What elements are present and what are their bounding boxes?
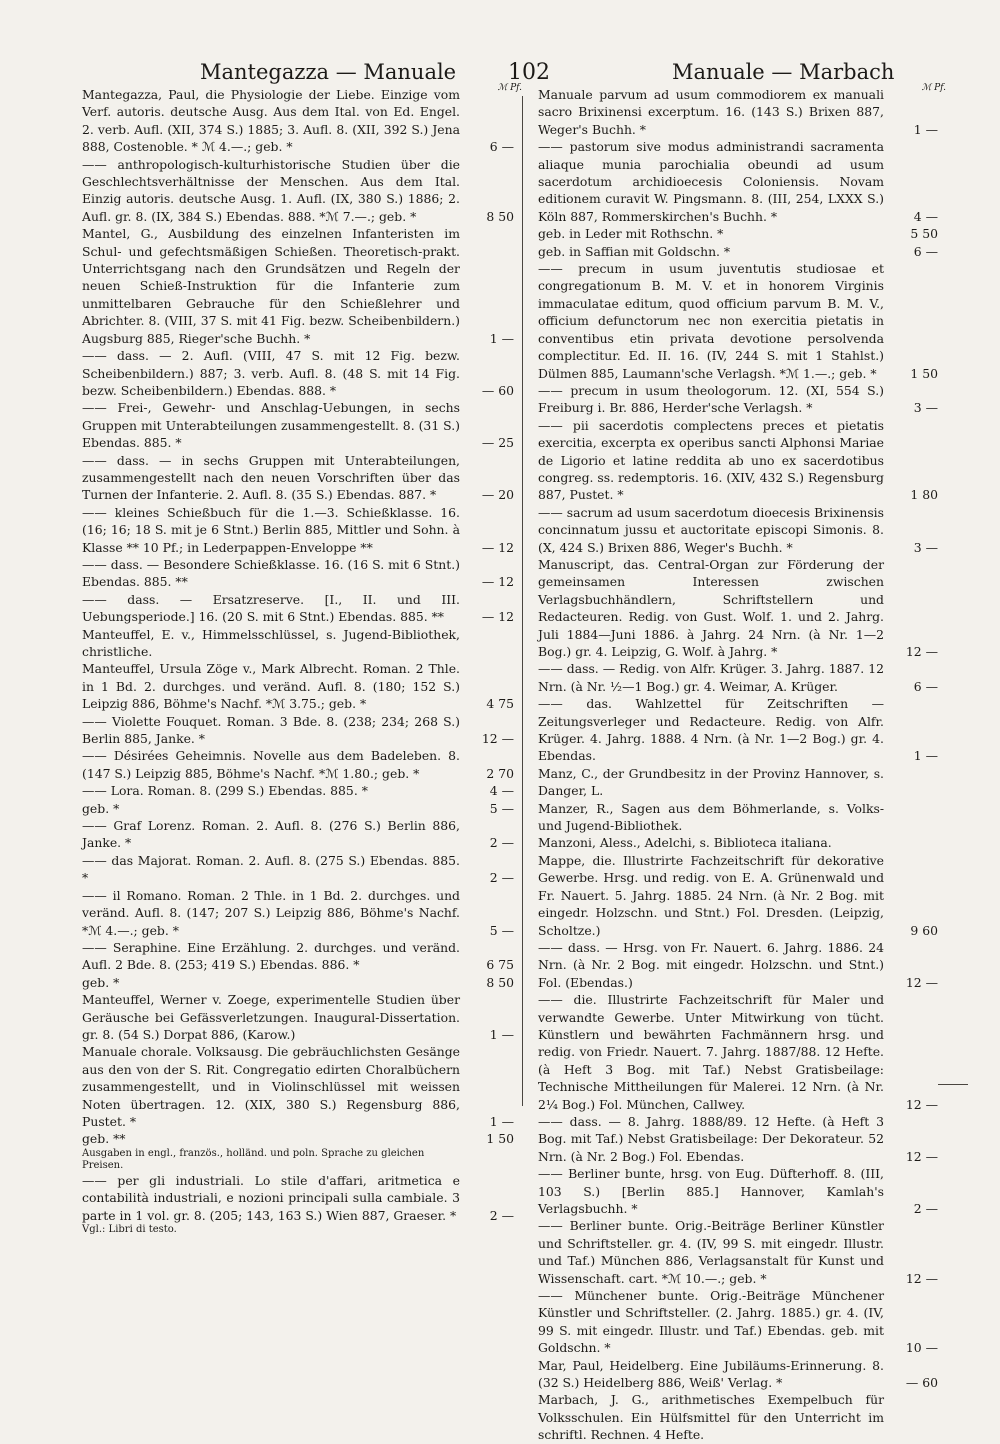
entry-text: geb. ** — [82, 1131, 126, 1147]
entry-price: 2 70 — [486, 765, 514, 781]
catalog-entry — [538, 382, 938, 417]
entry-price: — 12 — [481, 609, 514, 625]
entry-price: 1 50 — [910, 365, 938, 381]
catalog-entry — [538, 225, 938, 242]
entry-text: Manteuffel, Werner v. Zoege, experimentelle Studien über Geräusche bei Gefässverletzungen. Inaugural-Dissertation. gr. 8. (54 S.) Dorpat 886, (Karow.) — [82, 992, 460, 1042]
right-entries — [538, 86, 938, 1444]
right-column — [538, 83, 946, 1444]
entry-text: Manzoni, Aless., Adelchi, s. Biblioteca italiana. — [538, 835, 832, 851]
entry-price: 6 — — [913, 243, 938, 259]
entry-price: 8 50 — [486, 974, 514, 990]
entry-price: 4 — — [489, 783, 514, 799]
entry-price: 1 — — [489, 1113, 514, 1129]
catalog-entry — [538, 991, 938, 1113]
entry-text: Mantel, G., Ausbildung des einzelnen Infanteristen im Schul- und gefechtsmäßigen Schießen. Theoretisch-prakt. Unterrichtsgang nach den Grundsätzen und Regeln der neuen Schieß-Instruktion für die Infanterie zum unmittelbaren Gebrauche für den Schießlehrer und Abrichter. 8. (VIII, 37 S. mit 41 Fig. bezw. Scheibenbildern.) Augsburg 885, Rieger'sche Buchh. * — [82, 226, 460, 346]
catalog-entry — [82, 1172, 514, 1224]
entry-text: —— precum in usum theologorum. 12. (XI, 554 S.) Freiburg i. Br. 886, Herder'sche Verlagsh. * — [538, 382, 884, 416]
catalog-entry — [538, 852, 938, 939]
entry-price: — 12 — [481, 574, 514, 590]
catalog-entry — [82, 504, 514, 556]
catalog-entry — [538, 660, 938, 695]
entry-text: Manzer, R., Sagen aus dem Böhmerlande, s. Volks- und Jugend-Bibliothek. — [538, 800, 884, 834]
entry-text: —— dass. — Hrsg. von Fr. Nauert. 6. Jahrg. 1886. 24 Nrn. (à Nr. 2 Bog. mit eingedr. Holzschn. und Stnt.) Fol. (Ebendas.) — [538, 939, 884, 990]
catalog-entry — [538, 1391, 938, 1443]
entry-text: —— pastorum sive modus administrandi sacramenta aliaque munia parochialia obeundi ad usum sacerdotum archidioecesis Coloniensis. Novam editionem curavit W. Pingsmann. 8. (III, 254, LXXX S.) Köln 887, Rommerskirchen's Buchh. * — [538, 139, 884, 224]
entry-text: —— Seraphine. Eine Erzählung. 2. durchges. und veränd. Aufl. 2 Bde. 8. (253; 419 S.) Ebendas. 886. * — [82, 939, 460, 973]
catalog-entry — [538, 939, 938, 991]
entry-text: —— Désirées Geheimnis. Novelle aus dem Badeleben. 8. (147 S.) Leipzig 885, Böhme's Nachf. *ℳ 1.80.; geb. * — [82, 748, 460, 781]
entry-text: Manz, C., der Grundbesitz in der Provinz Hannover, s. Danger, L. — [538, 765, 884, 799]
catalog-entry — [538, 1357, 938, 1392]
entry-price: 2 — — [489, 870, 514, 886]
entry-text: Manuscript, das. Central-Organ zur Förderung der gemeinsamen Interessen zwischen Verlagsbuchhändlern, Schriftstellern und Redacteuren. Redig. von Gust. Wolf. 1. und 2. Jahrg. Juli 1884—Juni 1886. à Jahrg. 24 Nrn. (à Nr. 1—2 Bog.) gr. 4. Leipzig, G. Wolf. à Jahrg. * — [538, 556, 884, 659]
running-head-right: Manuale — Marbach — [672, 60, 895, 84]
entry-price: 1 80 — [910, 487, 938, 503]
entry-price: 12 — — [905, 1270, 938, 1286]
catalog-entry — [82, 86, 514, 156]
entry-price: 10 — — [905, 1340, 938, 1356]
entry-price: 6 — — [489, 139, 514, 155]
catalog-entry — [538, 800, 938, 835]
entry-price: 6 75 — [486, 957, 514, 973]
catalog-entry — [538, 260, 938, 382]
entry-text: Mantegazza, Paul, die Physiologie der Liebe. Einzige vom Verf. autoris. deutsche Ausg. Aus dem Ital. von Ed. Engel. 2. verb. Aufl. (XII, 374 S.) 1885; 3. Aufl. 8. (XII, 392 S.) Jena 888, Costenoble. * ℳ 4.—.; geb. * — [82, 87, 460, 155]
entry-text: —— dass. — Ersatzreserve. [I., II. und III. Uebungsperiode.] 16. (20 S. mit 6 Stnt.) Ebendas. 885. ** — [82, 591, 460, 625]
catalog-entry — [538, 504, 938, 556]
catalog-entry — [82, 1043, 514, 1130]
catalog-entry — [82, 782, 514, 799]
catalog-entry — [82, 852, 514, 887]
entry-price: 12 — — [481, 731, 514, 747]
entry-text: —— das. Wahlzettel für Zeitschriften — Zeitungsverleger und Redacteure. Redig. von Alfr. Krüger. 4. Jahrg. 1888. 4 Nrn. (à Nr. 1—2 Bog.) gr. 4. Ebendas. — [538, 696, 884, 764]
entry-text: —— dass. — 2. Aufl. (VIII, 47 S. mit 12 Fig. bezw. Scheibenbildern.) 887; 3. verb. Aufl. 8. (48 S. mit 14 Fig. bezw. Scheibenbildern.) Ebendas. 888. * — [82, 348, 460, 398]
entry-text: —— precum in usum juventutis studiosae et congregationum B. M. V. et in honorem Virginis immaculatae editum, quod officium parvum B. M. V., officium defunctorum nec non exercitia pietatis in conventibus etin privata devotione persolvenda complectitur. Ed. II. 16. (IV, 244 S. mit 1 Stahlst.) Dülmen 885, Laumann'sche Verlagsh. *ℳ 1.—.; geb. * — [538, 261, 884, 381]
catalog-entry — [82, 591, 514, 626]
entry-price: 6 — — [913, 678, 938, 694]
column-divider — [522, 96, 523, 1106]
catalog-entry — [538, 1113, 938, 1165]
catalog-entry — [82, 556, 514, 591]
catalog-entry — [538, 556, 938, 660]
catalog-entry — [82, 991, 514, 1043]
entry-text: —— dass. — 8. Jahrg. 1888/89. 12 Hefte. (à Heft 3 Bog. mit Taf.) Nebst Gratisbeilage: Der Dekorateur. 52 Nrn. (à Nr. 2 Bog.) Fol. Ebendas. — [538, 1113, 884, 1164]
entry-price: 2 — — [489, 835, 514, 851]
entry-price: 2 — — [913, 1201, 938, 1216]
entry-price: 1 50 — [486, 1131, 514, 1147]
catalog-entry — [538, 834, 938, 851]
entry-text: —— Frei-, Gewehr- und Anschlag-Uebungen, in sechs Gruppen mit Unterabteilungen zusammengestellt. 8. (31 S.) Ebendas. 885. * — [82, 400, 460, 451]
page-number: 102 — [508, 60, 550, 85]
entry-price: — 60 — [905, 1375, 938, 1391]
entry-price: 8 50 — [486, 208, 514, 224]
catalog-entry — [82, 452, 514, 504]
catalog-entry — [82, 887, 514, 939]
catalog-entry — [538, 417, 938, 504]
entry-price: 1 — — [913, 121, 938, 137]
entry-text: —— dass. — in sechs Gruppen mit Unterabteilungen, zusammengestellt nach den neuen Vorschriften über das Turnen der Infanterie. 2. Aufl. 8. (35 S.) Ebendas. 887. * — [82, 452, 460, 503]
entry-text: —— die. Illustrirte Fachzeitschrift für Maler und verwandte Gewerbe. Unter Mitwirkung von tücht. Künstlern und bewährten Fachmännern hrsg. und redig. von Friedr. Nauert. 7. Jahrg. 1887/88. 12 Hefte. (à Heft 3 Bog. mit Taf.) Nebst Gratisbeilage: Technische Mittheilungen für Malerei. 12 Nrn. (à Nr. 2¼ Bog.) Fol. München, Callwey. — [538, 992, 884, 1112]
catalog-entry — [538, 765, 938, 800]
entry-text: Manteuffel, Ursula Zöge v., Mark Albrecht. Roman. 2 Thle. in 1 Bd. 2. durchges. und veränd. Aufl. 8. (180; 152 S.) Leipzig 886, Böhme's Nachf. *ℳ 3.75.; geb. * — [82, 661, 460, 712]
editions-note: Ausgaben in engl., französ., holländ. und poln. Sprache zu gleichen Preisen. — [82, 1147, 425, 1171]
entry-price: 3 — — [913, 400, 938, 416]
catalog-entry — [82, 225, 514, 347]
entry-price: 5 — — [489, 922, 514, 938]
entry-text: —— Berliner bunte. Orig.-Beiträge Berliner Künstler und Schriftsteller. gr. 4. (IV, 99 S. mit eingedr. Illustr. und Taf.) München 886, Verlagsanstalt für Kunst und Wissenschaft. cart. *ℳ 10.—.; geb. * — [538, 1218, 884, 1286]
entry-text: Manteuffel, E. v., Himmelsschlüssel, s. Jugend-Bibliothek, christliche. — [82, 626, 460, 659]
entry-text: geb. * — [82, 800, 120, 816]
entry-price: 4 — — [913, 208, 938, 224]
left-entries — [82, 86, 514, 1148]
entry-price: — 12 — [481, 539, 514, 555]
entry-text: —— dass. — Redig. von Alfr. Krüger. 3. Jahrg. 1887. 12 Nrn. (à Nr. ½—1 Bog.) gr. 4. Weimar, A. Krüger. — [538, 661, 884, 694]
entry-text: Manuale parvum ad usum commodiorem ex manuali sacro Brixinensi excerptum. 16. (143 S.) Brixen 887, Weger's Buchh. * — [538, 87, 884, 137]
catalog-entry — [82, 156, 514, 226]
catalog-entry — [82, 939, 514, 974]
entry-text: —— kleines Schießbuch für die 1.—3. Schießklasse. 16. (16; 16; 18 S. mit je 6 Stnt.) Berlin 885, Mittler und Sohn. à Klasse ** 10 Pf.; in Lederpappen-Enveloppe ** — [82, 504, 460, 555]
catalog-entry — [82, 660, 514, 712]
currency-heading-right: ℳ Pf. — [921, 83, 946, 93]
catalog-entry — [538, 86, 938, 138]
entry-price: 3 — — [913, 539, 938, 555]
entry-text: Marbach, J. G., arithmetisches Exempelbuch für Volksschulen. Ein Hülfsmittel für den Unterricht im schriftl. Rechnen. 4 Hefte. — [538, 1392, 884, 1443]
left-tail-entries — [82, 1172, 514, 1224]
entry-text: —— das Majorat. Roman. 2. Aufl. 8. (275 S.) Ebendas. 885. * — [82, 852, 460, 886]
entry-text: —— Violette Fouquet. Roman. 3 Bde. 8. (238; 234; 268 S.) Berlin 885, Janke. * — [82, 713, 460, 747]
catalog-entry — [82, 713, 514, 748]
entry-price: 5 50 — [910, 226, 938, 242]
see-also-note: Vgl.: Libri di testo. — [82, 1224, 177, 1235]
catalog-entry — [82, 974, 514, 991]
catalog-entry — [538, 1165, 938, 1217]
entry-text: —— Graf Lorenz. Roman. 2. Aufl. 8. (276 S.) Berlin 886, Janke. * — [82, 818, 460, 851]
entry-text: —— pii sacerdotis complectens preces et pietatis exercitia, excerpta ex operibus sancti Alphonsi Mariae de Ligorio et latine reddita ab uno ex sacerdotibus congreg. ss. redemptoris. 16. (XIV, 432 S.) Regensburg 887, Pustet. * — [538, 417, 884, 503]
entry-text: Manuale chorale. Volksausg. Die gebräuchlichsten Gesänge aus den von der S. Rit. Congregatio edirten Choralbüchern zusammengestellt, und in Violinschlüssel mit weissen Noten übertragen. 12. (XIX, 380 S.) Regensburg 886, Pustet. * — [82, 1044, 460, 1129]
entry-text: —— dass. — Besondere Schießklasse. 16. (16 S. mit 6 Stnt.) Ebendas. 885. ** — [82, 556, 460, 590]
currency-heading-left: ℳ Pf. — [497, 83, 522, 93]
catalog-entry — [82, 399, 514, 451]
entry-text: geb. in Saffian mit Goldschn. * — [538, 243, 731, 259]
page-end-rule — [938, 1084, 968, 1085]
entry-text: Mar, Paul, Heidelberg. Eine Jubiläums-Erinnerung. 8. (32 S.) Heidelberg 886, Weiß' Verlag. * — [538, 1357, 884, 1391]
entry-text: geb. in Leder mit Rothschn. * — [538, 226, 724, 242]
catalog-entry — [82, 347, 514, 399]
entry-text: —— Berliner bunte, hrsg. von Eug. Düfterhoff. 8. (III, 103 S.) [Berlin 885.] Hannover, Kamlah's Verlagsbuchh. * — [538, 1166, 884, 1216]
entry-price: 1 — — [913, 748, 938, 764]
entry-price: 12 — — [905, 644, 938, 659]
entry-text: —— il Romano. Roman. 2 Thle. in 1 Bd. 2. durchges. und veränd. Aufl. 8. (147; 207 S.) Leipzig 886, Böhme's Nachf. *ℳ 4.—.; geb. * — [82, 887, 460, 938]
entry-price: — 25 — [481, 435, 514, 451]
catalog-entry — [538, 1217, 938, 1287]
entry-price: 5 — — [489, 800, 514, 816]
entry-price: 9 60 — [910, 922, 938, 938]
catalog-entry — [82, 626, 514, 661]
catalog-entry — [538, 695, 938, 765]
entry-text: geb. * — [82, 974, 120, 990]
entry-price: 12 — — [905, 974, 938, 990]
entry-price: — 60 — [481, 382, 514, 398]
entry-price: 2 — — [489, 1207, 514, 1223]
entry-text: —— per gli industriali. Lo stile d'affari, aritmetica e contabilità industriali, e nozioni principali sulla cambiale. 3 parte in 1 vol. gr. 8. (205; 143, 163 S.) Wien 887, Graeser. * — [82, 1172, 460, 1223]
catalog-entry — [82, 800, 514, 817]
entry-price: 12 — — [905, 1096, 938, 1112]
catalog-entry — [538, 1287, 938, 1357]
entry-price: 12 — — [905, 1148, 938, 1164]
catalog-entry — [82, 1130, 514, 1147]
catalog-entry — [538, 243, 938, 260]
entry-price: 4 75 — [486, 696, 514, 712]
running-head-left: Mantegazza — Manuale — [200, 60, 457, 84]
left-column — [82, 83, 522, 1236]
catalog-entry — [82, 747, 514, 782]
entry-price: — 20 — [481, 487, 514, 503]
entry-text: —— anthropologisch-kulturhistorische Studien über die Geschlechtsverhältnisse der Menschen. Aus dem Ital. Einzig autoris. deutsche Ausg. 1. Aufl. (IX, 380 S.) 1886; 2. Aufl. gr. 8. (IX, 384 S.) Ebendas. 888. *ℳ 7.—.; geb. * — [82, 156, 460, 224]
catalog-entry — [538, 138, 938, 225]
catalog-entry — [82, 817, 514, 852]
entry-text: Mappe, die. Illustrirte Fachzeitschrift für dekorative Gewerbe. Hrsg. und redig. von E. A. Grünenwald und Fr. Nauert. 5. Jahrg. 1885. 24 Nrn. (à Nr. 2 Bog. mit eingedr. Holzschn. und Stnt.) Fol. Dresden. (Leipzig, Scholtze.) — [538, 852, 884, 938]
entry-text: —— sacrum ad usum sacerdotum dioecesis Brixinensis concinnatum jussu et auctoritate episcopi Simonis. 8. (X, 424 S.) Brixen 886, Weger's Buchh. * — [538, 504, 884, 555]
entry-price: 1 — — [489, 330, 514, 346]
entry-price: 1 — — [489, 1026, 514, 1042]
entry-text: —— Münchener bunte. Orig.-Beiträge Münchener Künstler und Schriftsteller. (2. Jahrg. 1885.) gr. 4. (IV, 99 S. mit eingedr. Illustr. und Taf.) Ebendas. geb. mit Goldschn. * — [538, 1288, 884, 1356]
entry-text: —— Lora. Roman. 8. (299 S.) Ebendas. 885. * — [82, 783, 368, 799]
